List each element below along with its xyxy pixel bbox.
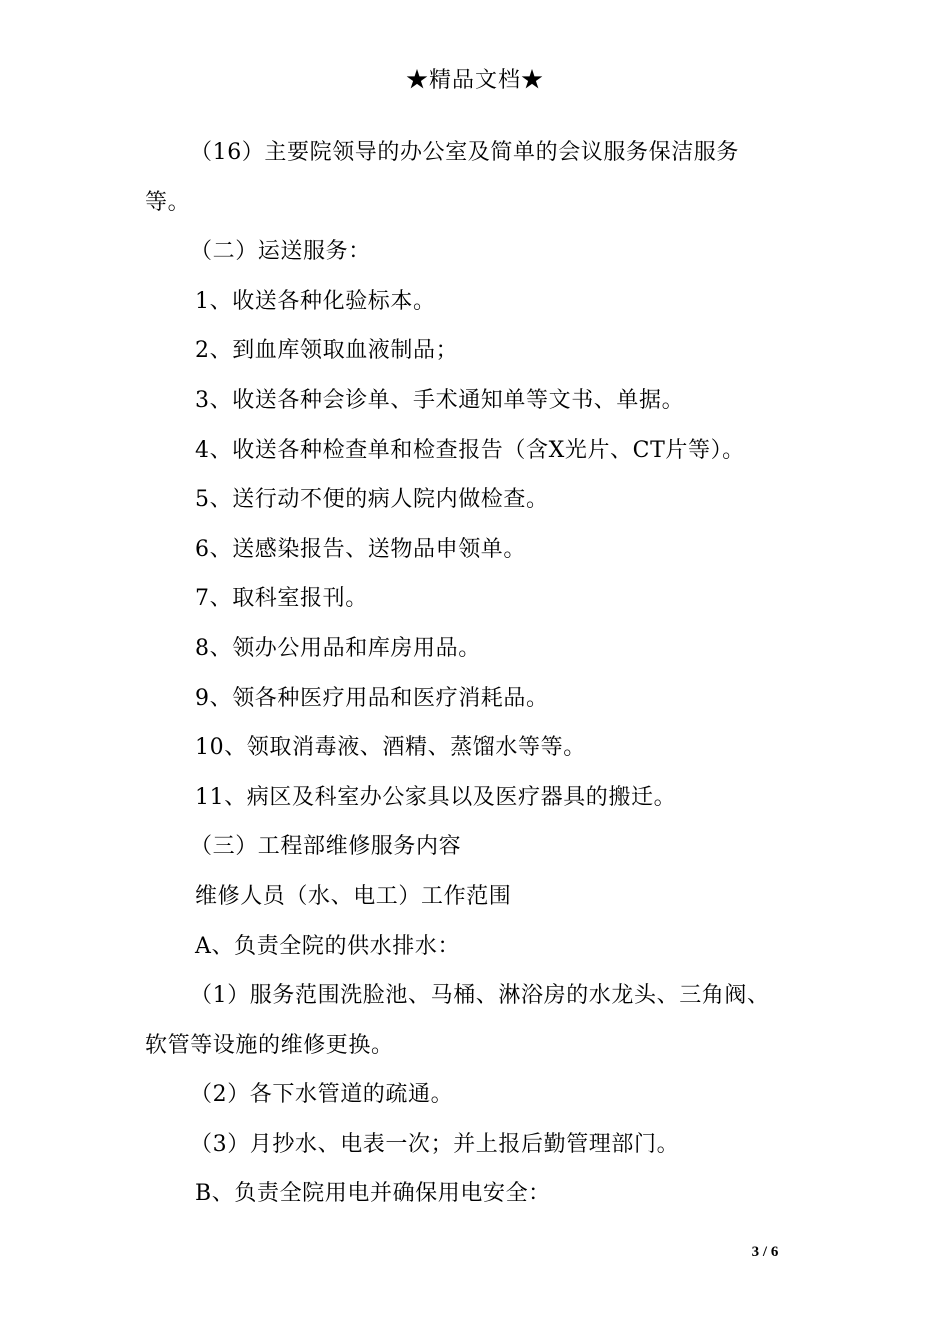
list-item: 9、领各种医疗用品和医疗消耗品。	[195, 685, 549, 711]
paragraph-line: B、负责全院用电并确保用电安全：	[195, 1181, 551, 1207]
list-item: 7、取科室报刊。	[195, 586, 368, 612]
paragraph-line: 软管等设施的维修更换。	[145, 1032, 394, 1058]
page-number: 3 / 6	[751, 1244, 779, 1260]
page-header-title: ★精品文档★	[405, 68, 544, 93]
list-item: 2、到血库领取血液制品；	[195, 338, 459, 364]
list-item: 4、收送各种检查单和检查报告（含X光片、CT片等）。	[195, 437, 745, 463]
paragraph-line: 等。	[145, 189, 191, 215]
list-item: 11、病区及科室办公家具以及医疗器具的搬迁。	[195, 784, 677, 810]
document-body	[145, 128, 810, 1219]
list-item: 1、收送各种化验标本。	[195, 288, 436, 314]
paragraph-line: （3）月抄水、电表一次；并上报后勤管理部门。	[190, 1131, 680, 1157]
paragraph-line: 维修人员（水、电工）工作范围	[195, 883, 512, 909]
list-item: 8、领办公用品和库房用品。	[195, 635, 481, 661]
list-item: 10、领取消毒液、酒精、蒸馏水等等。	[195, 735, 586, 761]
list-item: 5、送行动不便的病人院内做检查。	[195, 487, 549, 513]
section-heading: （三）工程部维修服务内容	[190, 834, 462, 860]
paragraph-line: （1）服务范围洗脸池、马桶、淋浴房的水龙头、三角阀、	[190, 983, 770, 1009]
paragraph-line: （16）主要院领导的办公室及简单的会议服务保洁服务	[190, 140, 739, 165]
paragraph-line: A、负责全院的供水排水：	[195, 933, 461, 959]
list-item: 3、收送各种会诊单、手术通知单等文书、单据。	[195, 387, 685, 413]
section-heading: （二）运送服务：	[190, 239, 371, 265]
list-item: 6、送感染报告、送物品申领单。	[195, 536, 526, 562]
paragraph-line: （2）各下水管道的疏通。	[190, 1082, 454, 1108]
